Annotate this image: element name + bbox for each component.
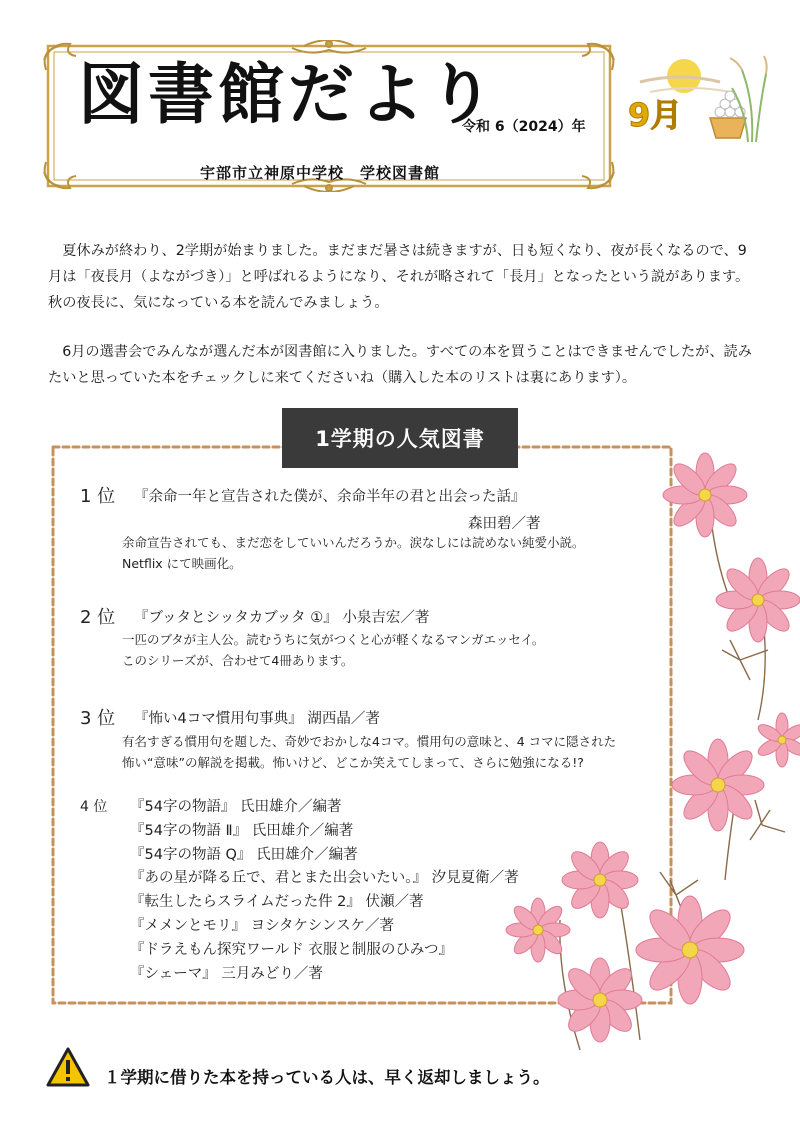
- rank-1-title: 『余命一年と宣告された僕が、余命半年の君と出会った話』: [134, 489, 526, 505]
- school-name: 宇部市立神原中学校 学校図書館: [200, 164, 441, 182]
- rank-2-desc-2: このシリーズが、合わせて4冊あります。: [122, 653, 354, 668]
- rank-1-desc-1: 余命宣告されても、まだ恋をしていいんだろうか。涙なしには読めない純愛小説。: [122, 535, 585, 550]
- rank-3-title: 『怖い4コマ慣用句事典』 湖西晶／著: [134, 711, 380, 727]
- list-item: [80, 891, 519, 915]
- list-item: [80, 844, 519, 868]
- rank-4-list: [80, 796, 519, 986]
- list-item: [80, 915, 519, 939]
- list-item: [80, 867, 519, 891]
- rank-1-author: 森田碧／著: [468, 516, 541, 532]
- rank-1-desc-2: Netflix にて映画化。: [122, 556, 242, 571]
- rank-2-desc-1: 一匹のブタが主人公。読むうちに気がつくと心が軽くなるマンガエッセイ。: [122, 632, 545, 647]
- warning-icon: [46, 1046, 90, 1088]
- intro-paragraph-2: 6月の選書会でみんなが選んだ本が図書館に入りました。すべての本を買うことはできませんでしたが、読みたいと思っていた本をチェックしに来てくださいね（購入した本のリストは裏にあります）。: [48, 344, 752, 386]
- book-title: 『メメンとモリ』 ヨシタケシンスケ／著: [130, 917, 394, 934]
- book-title: 『シェーマ』 三月みどり／著: [130, 965, 323, 982]
- page-title: 図書館だより: [78, 56, 498, 133]
- rank-3-desc-2: 怖い“意味”の解説を掲載。怖いけど、どこか笑えてしまって、さらに勉強になる!?: [122, 755, 584, 770]
- rank-2-label: 2 位: [80, 607, 116, 628]
- return-notice: １学期に借りた本を持っている人は、早く返却しましょう。: [104, 1068, 550, 1087]
- list-item: [80, 939, 519, 963]
- book-title: 『ドラえもん探究ワールド 衣服と制服のひみつ』: [130, 941, 454, 958]
- month-label: 9月: [628, 96, 683, 134]
- era-label: 令和 6（2024）年: [462, 119, 586, 135]
- rank-1-label: 1 位: [80, 486, 116, 507]
- intro-paragraph-1: 夏休みが終わり、2学期が始まりました。まだまだ暑さは続きますが、日も短くなり、夜が長くなるので、9月は「夜長月（よながづき）」と呼ばれるようになり、それが略されて「長月」となったという説があります。秋の夜長に、気になっている本を読んでみましょう。: [48, 243, 750, 311]
- rank-3-label: 3 位: [80, 708, 116, 729]
- book-title: 『54字の物語 Q』 氏田雄介／編著: [130, 846, 358, 863]
- list-item: [80, 963, 519, 987]
- list-item: [80, 796, 519, 820]
- book-title: 『54字の物語 Ⅱ』 氏田雄介／編著: [130, 822, 354, 839]
- rank-4-label: 4 位: [80, 799, 108, 815]
- rank-3-desc-1: 有名すぎる慣用句を題した、奇妙でおかしな4コマ。慣用句の意味と、4 コマに隠された: [122, 734, 617, 749]
- rank-2-title: 『ブッタとシッタカブッタ ①』 小泉吉宏／著: [134, 610, 430, 626]
- ranking-heading: 1学期の人気図書: [282, 408, 518, 468]
- book-title: 『54字の物語』 氏田雄介／編著: [130, 799, 342, 815]
- book-title: 『あの星が降る丘で、君とまた出会いたい。』 汐見夏衛／著: [130, 870, 519, 887]
- list-item: [80, 820, 519, 844]
- book-title: 『転生したらスライムだった件 2』 伏瀬／著: [130, 894, 424, 911]
